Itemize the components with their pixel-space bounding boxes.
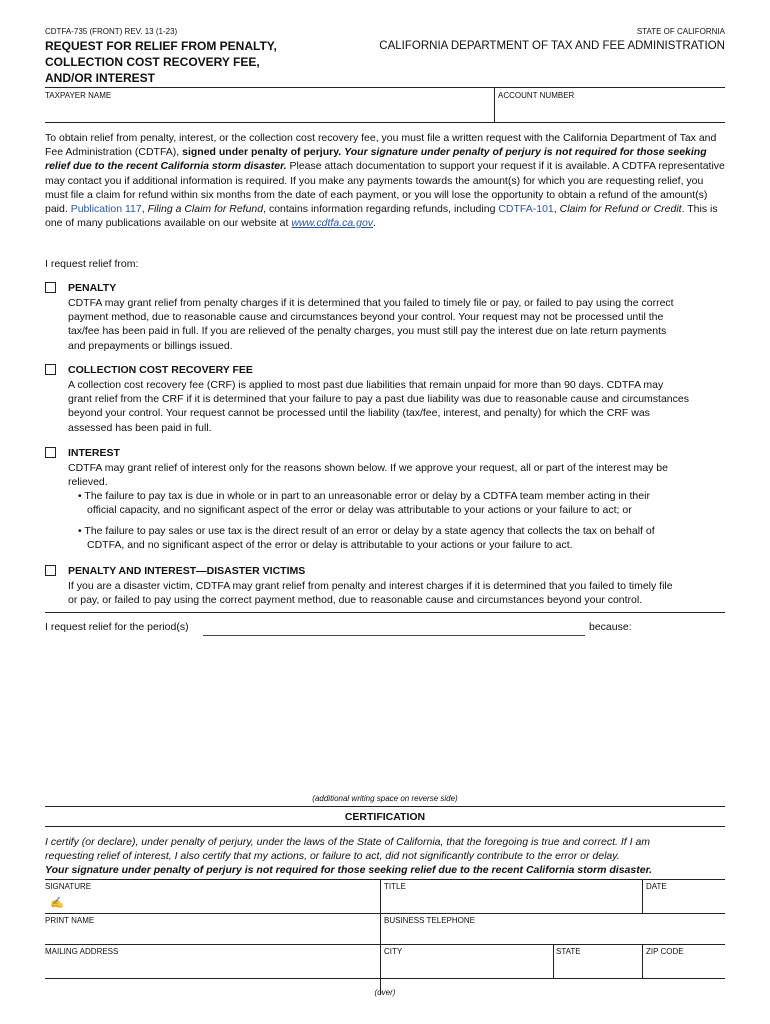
description-line: A collection cost recovery fee (CRF) is applied to most past due liabilities that remain unpaid for more than 90 days. CDTFA may — [68, 379, 664, 391]
intro-bold-text: signed under penalty of perjury. — [182, 146, 345, 159]
section-title-penalty: PENALTY — [68, 282, 117, 294]
website-link[interactable]: www.cdtfa.ca.gov — [291, 217, 374, 230]
taxpayer-name-label: TAXPAYER NAME — [45, 91, 112, 100]
description-line: CDTFA may grant relief from penalty charges if it is determined that you failed to timely file or pay, or failed to pay using the correct — [68, 297, 674, 309]
account-number-label: ACCOUNT NUMBER — [498, 91, 575, 100]
pen-icon: ✍ — [50, 897, 64, 909]
over-note: (over) — [374, 988, 396, 997]
bullet-line: CDTFA, and no significant aspect of the error or delay is attributable to your actions or your failure to act. — [87, 539, 573, 552]
section-title-disaster: PENALTY AND INTEREST—DISASTER VICTIMS — [68, 565, 306, 577]
bullet-line: official capacity, and no significant aspect of the error or delay was attributable to your actions or your failure to act; or — [87, 504, 632, 517]
state-field[interactable] — [556, 956, 640, 974]
divider — [494, 87, 495, 122]
description-line: relieved. — [68, 476, 108, 489]
certification-line: requesting relief of interest, I also certify that my actions, or failure to act, did not significantly contribute to the error or delay. — [45, 850, 620, 863]
bullet-line: • The failure to pay sales or use tax is the direct result of an error or delay by a state agency that collects the tax on behalf of — [78, 525, 655, 537]
divider — [642, 944, 643, 978]
divider — [45, 978, 725, 979]
description-line: beyond your control. Your request cannot be processed until the liability (tax/fee, interest, and penalty) for which the CRF was — [68, 407, 650, 420]
description-line: tax/fee has been paid in full. If you are relieved of the penalty charges, you must still pay the interest due on late return payments — [68, 325, 667, 338]
description-line: and prepayments or billings issued. — [68, 339, 233, 352]
account-number-field[interactable] — [498, 103, 723, 121]
cdtfa-101-link[interactable]: CDTFA-101 — [498, 203, 554, 216]
reason-writing-area[interactable] — [45, 640, 725, 790]
interest-bullet-2 — [78, 524, 728, 552]
date-label: DATE — [646, 882, 667, 891]
print-name-label: PRINT NAME — [45, 916, 95, 925]
signature-field[interactable] — [45, 891, 378, 911]
state-field-label: STATE — [556, 947, 581, 956]
storm-disaster-note: Your signature under penalty of perjury is not required for those seeking relief due to the recent California storm disaster. — [45, 146, 707, 173]
divider — [553, 944, 554, 978]
description-line: or pay, or failed to pay using the correct payment method, due to reasonable cause and circumstances beyond your control. — [68, 594, 643, 607]
because-label: because: — [589, 621, 632, 633]
description-line: assessed has been paid in full. — [68, 421, 212, 434]
divider — [45, 87, 725, 88]
divider — [45, 806, 725, 807]
divider — [45, 944, 725, 945]
zip-code-field[interactable] — [646, 956, 724, 974]
intro-text: To obtain relief from penalty, interest, or the collection cost recovery fee, you must file a written request with the California Department of Tax and Fee Administration (CDTFA), — [45, 132, 717, 159]
signature-label: SIGNATURE — [45, 882, 92, 891]
title-label: TITLE — [384, 882, 406, 891]
crf-description — [68, 378, 728, 435]
state-label: STATE OF CALIFORNIA — [636, 27, 725, 36]
divider — [642, 879, 643, 913]
publication-117-link[interactable]: Publication 117 — [70, 203, 142, 216]
additional-space-note: (additional writing space on reverse side) — [312, 794, 458, 803]
taxpayer-name-field[interactable] — [45, 103, 490, 121]
certification-title: CERTIFICATION — [344, 811, 426, 823]
bullet-line: • The failure to pay tax is due in whole or in part to an unreasonable error or delay by a CDTFA team member acting in their — [78, 490, 650, 502]
mailing-address-field[interactable] — [45, 956, 378, 974]
date-field[interactable] — [646, 891, 724, 911]
section-title-interest: INTEREST — [68, 447, 120, 459]
intro-paragraph: To obtain relief from penalty, interest, or the collection cost recovery fee, you must file a written request with the California Department of Tax and Fee Administration (CDTFA), signed under penalty of perjury. Your signature under penalty of perjury is not required for those seeking relief due to the recent California storm disaster. Please attach documentation to support your request if it is available. A CDTFA representative may contact you if additional information is required. If you make any payments towards the amount(s) for which you are requesting relief, you must file a claim for refund within six months from the date of each payment, or you will lose the opportunity to obtain a refund of the amount(s) paid. Publication 117, Filing a Claim for Refund, contains information regarding refunds, including CDTFA-101, Claim for Refund or Credit. This is one of many publications available on our website at www.cdtfa.ca.gov. — [45, 132, 725, 230]
certification-storm-note: Your signature under penalty of perjury is not required for those seeking relief due to the recent California storm disaster. — [45, 864, 652, 877]
form-id: CDTFA-735 (FRONT) REV. 13 (1-23) — [45, 27, 178, 36]
form-title-ref: Claim for Refund or Credit — [559, 203, 682, 216]
interest-bullet-1 — [78, 489, 728, 517]
intro-text: . This is one of many publications available on our website at — [45, 203, 718, 230]
description-line: If you are a disaster victim, CDTFA may grant relief from penalty and interest charges if it is determined that you failed to timely file — [68, 580, 673, 592]
description-line: CDTFA may grant relief of interest only for the reasons shown below. If we approve your request, all or part of the interest may be — [68, 462, 668, 474]
disaster-victims-checkbox[interactable] — [45, 565, 56, 576]
divider — [45, 826, 725, 827]
intro-text: . — [373, 217, 376, 230]
section-title-crf: COLLECTION COST RECOVERY FEE — [68, 364, 253, 376]
intro-text: , contains information regarding refunds, including — [263, 203, 499, 216]
business-telephone-field[interactable] — [384, 925, 724, 943]
form-title-line: AND/OR INTEREST — [45, 71, 156, 85]
period-input[interactable] — [203, 618, 585, 634]
intro-text: Please attach documentation to support your request if it is available. A CDTFA representative may contact you if additional information is required. If you make any payments towards the amount(s) for which you are requesting relief, you must file a claim for refund within six months from the date of each payment, or you will lose the opportunity to obtain a refund of the amount(s) paid. — [45, 160, 725, 216]
crf-checkbox[interactable] — [45, 364, 56, 375]
interest-checkbox[interactable] — [45, 447, 56, 458]
form-title-line: COLLECTION COST RECOVERY FEE, — [45, 55, 260, 69]
zip-code-label: ZIP CODE — [646, 947, 684, 956]
print-name-field[interactable] — [45, 925, 378, 943]
city-field[interactable] — [384, 956, 552, 974]
title-field[interactable] — [384, 891, 639, 911]
mailing-address-label: MAILING ADDRESS — [45, 947, 119, 956]
penalty-checkbox[interactable] — [45, 282, 56, 293]
interest-description — [68, 461, 728, 489]
certification-text — [45, 835, 725, 878]
disaster-description — [68, 579, 728, 607]
period-input-line — [203, 635, 585, 636]
publication-title: Filing a Claim for Refund — [147, 203, 264, 216]
divider — [45, 913, 725, 914]
period-label: I request relief for the period(s) — [45, 621, 189, 633]
business-telephone-label: BUSINESS TELEPHONE — [384, 916, 475, 925]
divider — [45, 612, 725, 613]
form-title-line: REQUEST FOR RELIEF FROM PENALTY, — [45, 39, 277, 53]
divider — [45, 122, 725, 123]
description-line: payment method, due to reasonable cause and circumstances beyond your control. Your request may not be processed until the — [68, 311, 664, 324]
description-line: grant relief from the CRF if it is determined that your failure to pay a past due liability was due to reasonable cause and circumstances — [68, 393, 689, 406]
certification-line: I certify (or declare), under penalty of perjury, under the laws of the State of California, that the foregoing is true and correct. If I am — [45, 836, 651, 848]
request-intro: I request relief from: — [45, 258, 139, 270]
city-label: CITY — [384, 947, 403, 956]
department-name: CALIFORNIA DEPARTMENT OF TAX AND FEE ADMINISTRATION — [379, 40, 725, 52]
form-title — [45, 38, 277, 86]
divider — [45, 879, 725, 880]
penalty-description — [68, 296, 728, 353]
